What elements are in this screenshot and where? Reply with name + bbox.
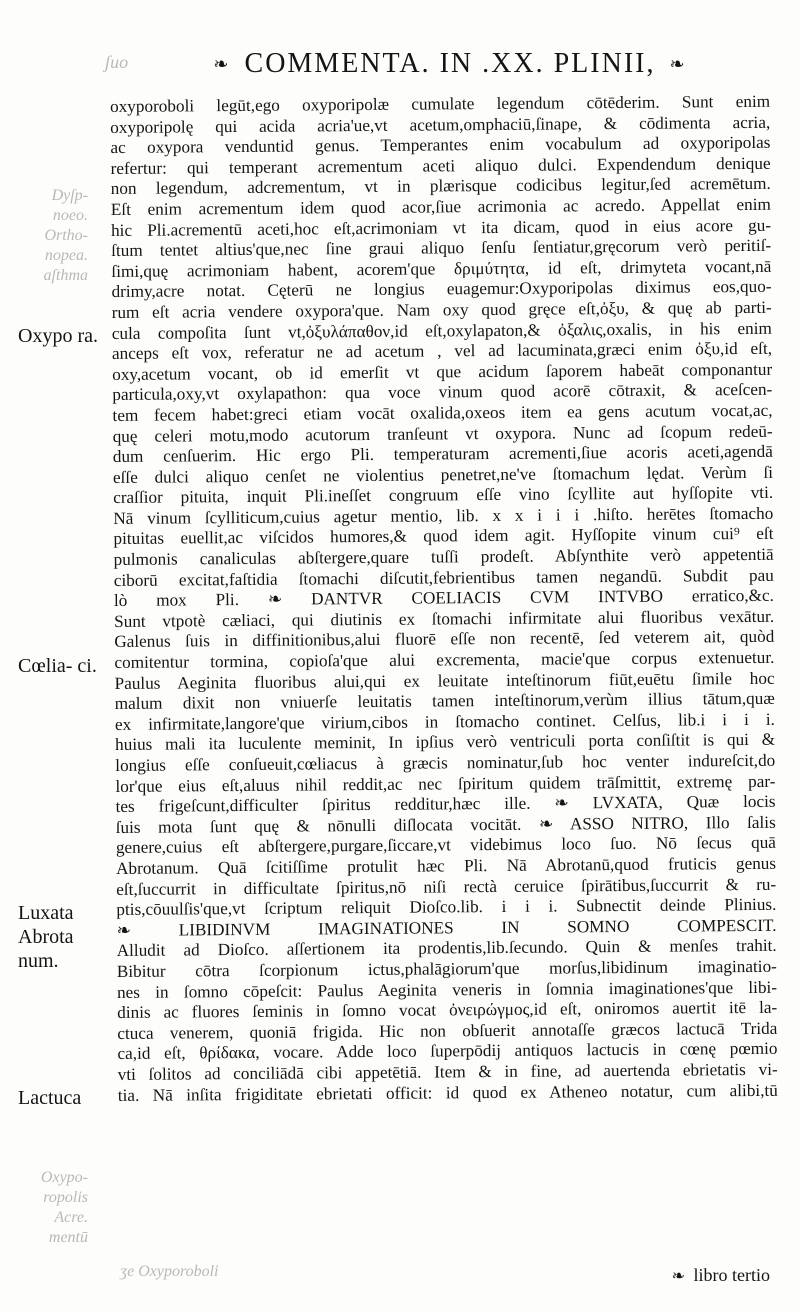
text-line: refertur: qui temperant acrementum aceti aliquo dulci. Expendendum denique bbox=[110, 153, 771, 178]
text-line: ex infirmitate,langore'que virium,cibos in ſtomacho continet. Celſus, lib.i i i i. bbox=[114, 709, 775, 734]
running-head-title: COMMENTA. IN .XX. PLINII, bbox=[244, 48, 656, 79]
text-line: pituitas euellit,ac viſcidos humores,& quod idem agit. Hyſſopite vinum cui⁹ eſt bbox=[113, 524, 774, 549]
fleuron-right-icon: ❧ bbox=[669, 53, 687, 74]
text-line: oxy,acetum vocant, ob id emerſit vt que acidum ſaporem habeāt componantur bbox=[112, 359, 773, 384]
text-line: oxyporoboli legūt,ego oxyporipolæ cumulate legendum cōtēderim. Sunt enim bbox=[110, 91, 771, 116]
text-line: tem fecem habet:greci etiam vocāt oxalida,oxeos item ea gens acutum vocat,ac, bbox=[112, 400, 773, 425]
text-line: hic Pli.acrementū aceti,hoc eſt,acrimoniam vt ita dicam, quod in eius acore gu- bbox=[110, 215, 772, 240]
text-line: Nā vinum ſcylliticum,cuius agetur mentio, lib. x x i i i .hiſto. herētes ſtomacho bbox=[113, 503, 774, 528]
catchword bbox=[650, 1265, 770, 1286]
bleed-through-top: ʃuo bbox=[105, 52, 129, 72]
text-line: ptis,cōuulſis'que,vt ſcriptum reliquit Dioſco.lib. i i i. Subnectit deinde Plinius. bbox=[116, 894, 777, 920]
text-line: Eſt enim acrementum idem quod acor,ſiue acrimonia ac acredo. Appellat enim bbox=[110, 194, 771, 219]
text-line: Galenus ſuis in diffinitionibus,alui fluorē eſſe non recentē, ſed veterem ait, quòd bbox=[114, 627, 775, 652]
text-line: lor'que eius eſt,aluus nihil reddit,ac nec ſpiritum quidem trāſmittit, extremę par- bbox=[115, 771, 776, 796]
text-line: lò mox Pli. ❧ DANTVR COELIACIS CVM INTVBO erratico,&c. bbox=[113, 586, 775, 611]
text-line: comitentur tormina, copioſa'que alui excrementa, macie'que corpus extenuetur. bbox=[114, 647, 775, 673]
text-line: ctuca venerem, quoniā frigida. Hic non obſuerit annotaſſe græcos lactucā Trida bbox=[117, 1018, 778, 1043]
text-line: Alludit ad Dioſco. aſſertionem ita prodentis,lib.ſecundo. Quin & menſes trahit. bbox=[116, 936, 777, 961]
text-line: Bibitur cōtra ſcorpionum ictus,phalāgiorum'que morſus,libidinum imaginatio- bbox=[116, 956, 777, 981]
text-line: ac oxypora venduntid genus. Temperantes enim vocabulum ad oxyporipolas bbox=[110, 133, 771, 158]
fleuron-left-icon: ❧ bbox=[213, 53, 231, 74]
text-line: longius eſſe conſueuit,cœliacus à græcis nominatur,ſub hoc venter indureſcit,do bbox=[115, 750, 776, 775]
text-line: non legendum, adcrementum, vt in plærisque codicibus legitur,ſed acremētum. bbox=[110, 174, 771, 199]
text-line: huius mali ita luculente meminit, In ipſius verò ventriculi porta conſiſtit is qui & bbox=[115, 730, 776, 755]
text-line: eſſe dulci aliquo cenſet ne violentius penetret,ne've ſtomachum lędat. Verùm ſi bbox=[112, 462, 774, 487]
text-line: dinis ac fluores ſeminis in ſomno vocat ὀνειρώγμος,id eſt, oniromos auertit itē la- bbox=[117, 997, 778, 1023]
text-line: ciborū excitat,faſtidia ſtomachi diſcutit,febrientibus tamen negandū. Subdit pau bbox=[113, 565, 774, 590]
text-line: dum cenſuerim. Hic ergo Pli. temperaturam acrementi,ſiue acoris aceti,agendā bbox=[112, 441, 773, 467]
text-line: genere,cuius eſt abſtergere,purgare,ſiccare,vt videbimus loco ſuo. Nō ſecus quā bbox=[115, 833, 776, 858]
text-line: nes in ſomno cōpeſcit: Paulus Aeginita veneris in ſomnia imaginationes'que libi- bbox=[116, 977, 778, 1002]
text-line: ca,id eſt, θρίδακα, vocare. Adde loco ſuperpōdij antiquos lactucis in cœnę pœmio bbox=[117, 1039, 778, 1064]
text-line: Abrotanum. Quā ſcitiſſime protulit hæc Pli. Nā Abrotanū,quod fruticis genus bbox=[115, 853, 777, 878]
text-line: ſimi,quę acrimoniam habent, acorem'que δριμύτητα, id eſt, drimyteta vocant,nā bbox=[111, 256, 772, 281]
catchword-text: libro tertio bbox=[693, 1265, 770, 1285]
text-line: ſuis mota ſunt quę & nōnulli diſlocata vocitāt. ❧ ASSO NITRO, Illo ſalis bbox=[115, 812, 776, 837]
bleed-through-left-lower: Oxypo‑ ropolis Acre. mentū bbox=[40, 1169, 88, 1246]
text-line: vti ſolitos ad conciliādā cibi appetētiā. Item & in fine, ad auertenda ebrietatis vi- bbox=[117, 1059, 778, 1084]
margin-note: Lactuca bbox=[18, 1087, 82, 1110]
text-line: particula,oxy,vt oxylapathon: qua voce vinum quod acorē cōtraxit, & aceſcen- bbox=[112, 380, 773, 405]
text-line: cula compoſita ſunt vt,ὀξυλάπαθον,id eſt,oxylapaton,& ὀξαλις,oxalis, in his enim bbox=[111, 318, 772, 343]
text-line: tes frigeſcunt,difficulter ſpiritus redditur,hæc ille. ❧ LVXATA, Quæ locis bbox=[115, 791, 776, 817]
text-line: drimy,acre notat. Cęterū ne longius euagemur:Oxyporipolas diximus eos,quo- bbox=[111, 277, 772, 302]
running-head bbox=[150, 44, 750, 84]
text-line: eſt,ſuccurrit in difficultate ſpiritus,nō niſi rectà ceruice ſpirātibus,ſuccurrit & ru- bbox=[116, 874, 777, 899]
text-line: craſſior pituita, inquit Pli.ineſſet congruum eſſe vino ſcyllite aut hyſſopite vti. bbox=[113, 483, 774, 508]
text-line: ❧ LIBIDINVM IMAGINATIONES IN SOMNO COMPESCIT. bbox=[116, 915, 777, 940]
margin-note: Cœlia- ci. bbox=[18, 654, 97, 677]
text-line: Sunt vtpotè cæliaci, qui diutinis ex ſtomachi infirmitate alui fluoribus vexātur. bbox=[114, 606, 775, 631]
margin-note: Luxata Abrota num. bbox=[18, 902, 74, 972]
bleed-through-left: Dyſp‑ noeo. Ortho‑ nopea. aſthma bbox=[43, 187, 88, 284]
margin-note: Oxypo ra. bbox=[18, 325, 98, 348]
text-line: pulmonis canaliculas abſtergere,quare tuſſi prodeſt. Abſynthite verò appetentiā bbox=[113, 544, 774, 570]
text-line: anceps eſt vox, referatur ne ad acetum , vel ad lacuminata,græci enim ὀξυ,id eſt, bbox=[111, 338, 773, 364]
bleed-through-bottom: ʒe Oxyporoboli bbox=[120, 1263, 219, 1280]
text-line: rum eſt acria vendere oxypora'que. Nam oxy quod gręce eſt,ὀξυ, & quę ab parti- bbox=[111, 297, 772, 322]
text-line: tia. Nā inſita frigiditate ebrietati officit: id quod ex Atheneo notatur, cum alibi,tū bbox=[117, 1080, 778, 1105]
text-line: ſtum tentet altius'que,nec ſine graui aliquo ſenſu ſentiatur,gręcorum verò peritiſ- bbox=[111, 235, 772, 261]
text-line: malum dixit non vniuerſe leuitatis tamen inteſtinorum,verùm illius tātum,quæ bbox=[114, 689, 775, 714]
text-line: Paulus Aeginita fluoribus alui,qui ex leuitate inteſtinorum fiūt,euētu ſimile hoc bbox=[114, 668, 775, 693]
fleuron-footer-icon: ❧ bbox=[671, 1268, 686, 1285]
text-line: oxyporipolę qui acida acria'ue,vt acetum,omphaciū,ſinape, & cōdimenta acria, bbox=[110, 112, 771, 137]
text-line: quę celeri motu,modo acutorum tranſeunt vt oxypora. Nunc ad ſcopum redeū- bbox=[112, 421, 773, 446]
main-text-block bbox=[110, 92, 778, 1106]
